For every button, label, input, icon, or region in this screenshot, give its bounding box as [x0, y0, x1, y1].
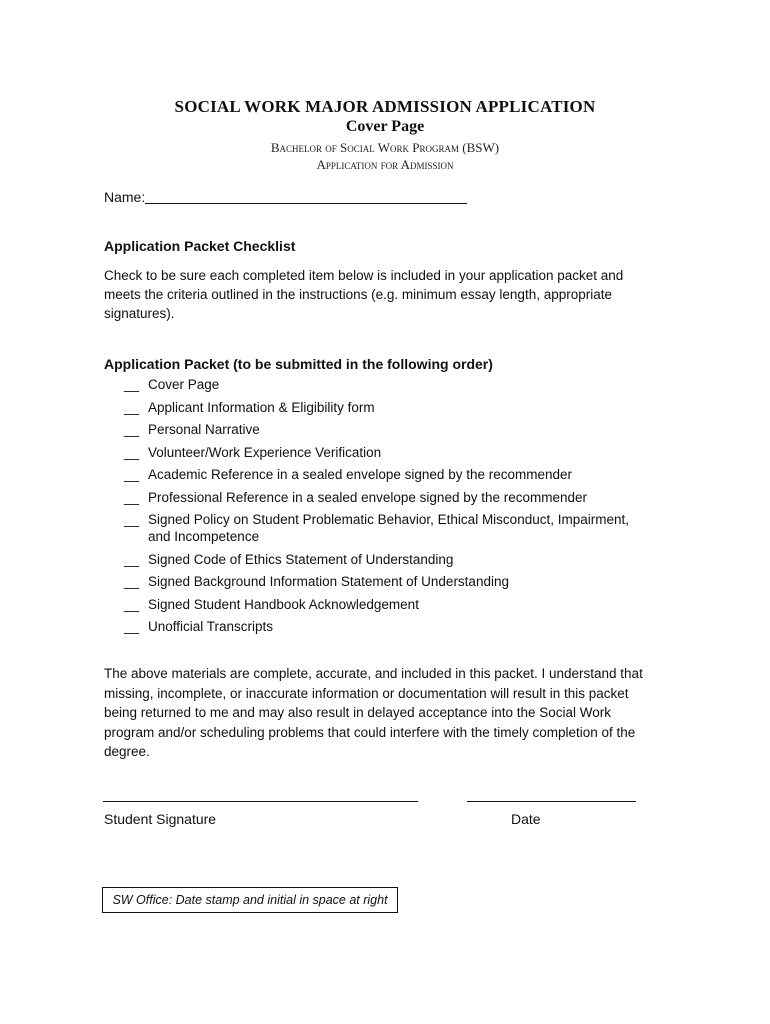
- checklist-heading: Application Packet Checklist: [104, 238, 296, 254]
- checkbox-blank[interactable]: __: [124, 377, 140, 392]
- checklist-intro: Check to be sure each completed item below is included in your application packet and meets the criteria outlined in the instructions (e.g. minimum essay length, appropriate signatures).: [104, 268, 624, 321]
- checklist-item: [124, 489, 644, 506]
- student-signature-field[interactable]: [103, 801, 418, 802]
- checklist-item-label: Personal Narrative: [148, 422, 260, 437]
- checkbox-blank[interactable]: __: [124, 619, 140, 634]
- checklist-item-label: Academic Reference in a sealed envelope signed by the recommender: [148, 467, 572, 482]
- checkbox-blank[interactable]: __: [124, 399, 140, 415]
- checklist-item-label: Applicant Information & Eligibility form: [148, 399, 375, 415]
- program-name: Bachelor of Social Work Program (BSW): [270, 140, 500, 155]
- checklist-item-label: Volunteer/Work Experience Verification: [148, 444, 382, 460]
- date-field[interactable]: [467, 801, 636, 802]
- document-title: SOCIAL WORK MAJOR ADMISSION APPLICATION: [174, 97, 596, 116]
- checklist-item: [124, 376, 644, 393]
- checklist-item-label: Signed Policy on Student Problematic Behavior, Ethical Misconduct, Impairment, and Incompetence: [148, 512, 629, 544]
- checklist-item: [124, 399, 644, 416]
- application-type: Application for Admission: [316, 157, 454, 172]
- checklist-item: [124, 596, 644, 613]
- student-signature-label: Student Signature: [104, 811, 217, 827]
- checklist-item-label: Signed Student Handbook Acknowledgement: [148, 596, 419, 612]
- checkbox-blank[interactable]: __: [124, 512, 140, 527]
- checklist-item: [124, 421, 644, 438]
- checkbox-blank[interactable]: __: [124, 444, 140, 460]
- packet-heading: Application Packet (to be submitted in the following order): [104, 356, 493, 372]
- checkbox-blank[interactable]: __: [124, 574, 140, 589]
- checklist-item: [124, 551, 644, 568]
- checkbox-blank[interactable]: __: [124, 551, 140, 567]
- checkbox-blank[interactable]: __: [124, 422, 140, 437]
- date-label: Date: [511, 811, 541, 827]
- document-subtitle: Cover Page: [345, 118, 425, 135]
- office-use-box: SW Office: Date stamp and initial in space at right: [102, 887, 398, 913]
- name-field[interactable]: [145, 203, 467, 204]
- checklist-item: [124, 444, 644, 461]
- certification-statement: The above materials are complete, accurate, and included in this packet. I understand that missing, incomplete, or inaccurate information or documentation will result in this packet being returned to me and may also result in delayed acceptance into the Social Work program and/or scheduling problems that could interfere with the timely completion of the degree.: [104, 666, 643, 759]
- checkbox-blank[interactable]: __: [124, 596, 140, 612]
- checklist-item-label: Unofficial Transcripts: [148, 619, 274, 634]
- name-label: Name:: [104, 189, 146, 205]
- checklist-item-label: Signed Background Information Statement of Understanding: [148, 574, 509, 589]
- packet-checklist: [124, 376, 644, 641]
- checkbox-blank[interactable]: __: [124, 467, 140, 482]
- checklist-item: [124, 573, 644, 590]
- checklist-item: [124, 466, 644, 483]
- checkbox-blank[interactable]: __: [124, 489, 140, 505]
- checklist-item: [124, 511, 644, 545]
- checklist-item: [124, 618, 644, 635]
- checklist-item-label: Cover Page: [148, 377, 220, 392]
- checklist-item-label: Professional Reference in a sealed envelope signed by the recommender: [148, 489, 588, 505]
- checklist-item-label: Signed Code of Ethics Statement of Understanding: [148, 551, 454, 567]
